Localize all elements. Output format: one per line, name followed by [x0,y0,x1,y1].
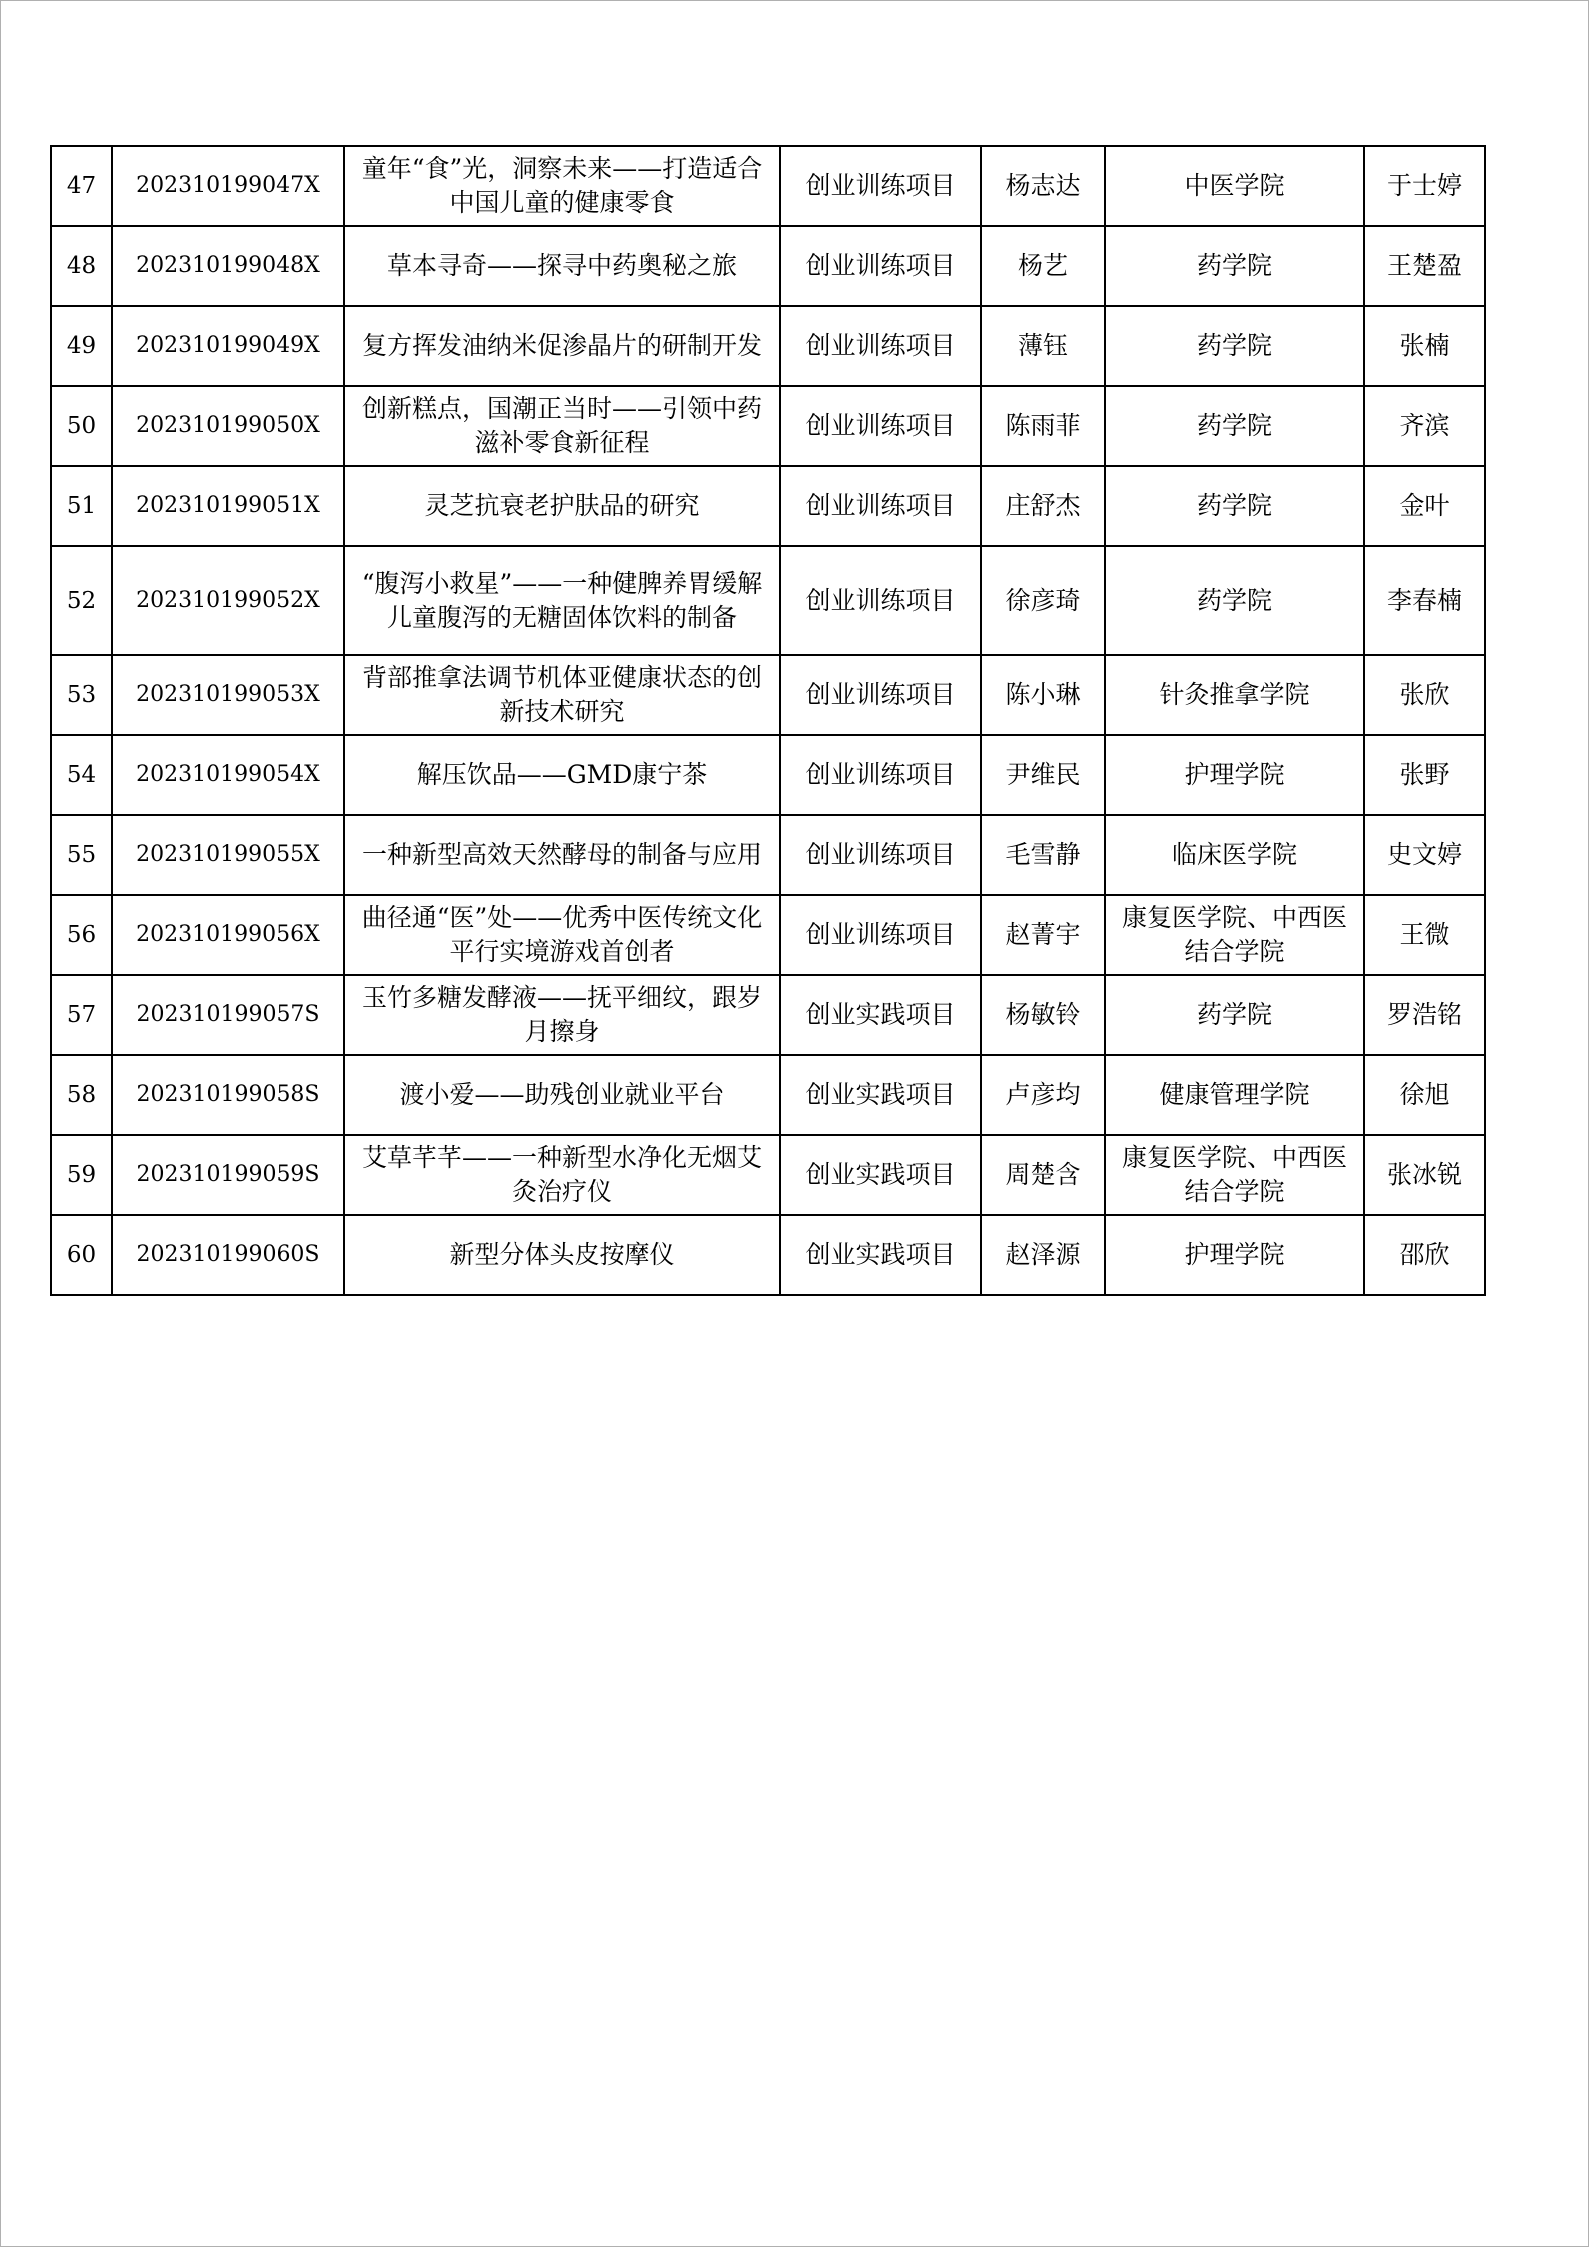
row-number: 47 [51,146,112,226]
project-title: 玉竹多糖发酵液——抚平细纹，跟岁月擦身 [344,975,780,1055]
table-row [51,1055,1485,1135]
advisor: 张野 [1364,735,1485,815]
advisor: 于士婷 [1364,146,1485,226]
project-title: 灵芝抗衰老护肤品的研究 [344,466,780,546]
table-row [51,386,1485,466]
college: 康复医学院、中西医结合学院 [1105,895,1364,975]
row-number: 52 [51,546,112,655]
row-number: 50 [51,386,112,466]
project-title: 曲径通“医”处——优秀中医传统文化平行实境游戏首创者 [344,895,780,975]
project-code: 202310199052X [112,546,344,655]
college: 药学院 [1105,306,1364,386]
project-type: 创业训练项目 [780,815,981,895]
table-row [51,546,1485,655]
project-type: 创业实践项目 [780,1215,981,1295]
project-type: 创业训练项目 [780,386,981,466]
table-row [51,466,1485,546]
project-code: 202310199047X [112,146,344,226]
project-type: 创业训练项目 [780,735,981,815]
project-code: 202310199059S [112,1135,344,1215]
table-row [51,146,1485,226]
college: 中医学院 [1105,146,1364,226]
project-leader: 庄舒杰 [981,466,1105,546]
project-leader: 赵菁宇 [981,895,1105,975]
project-leader: 薄钰 [981,306,1105,386]
row-number: 54 [51,735,112,815]
project-title: 草本寻奇——探寻中药奥秘之旅 [344,226,780,306]
project-title: “腹泻小救星”——一种健脾养胃缓解儿童腹泻的无糖固体饮料的制备 [344,546,780,655]
college: 护理学院 [1105,735,1364,815]
advisor: 齐滨 [1364,386,1485,466]
table-row [51,226,1485,306]
project-type: 创业训练项目 [780,466,981,546]
project-title: 复方挥发油纳米促渗晶片的研制开发 [344,306,780,386]
advisor: 王楚盈 [1364,226,1485,306]
advisor: 张欣 [1364,655,1485,735]
table-row [51,895,1485,975]
table-row [51,306,1485,386]
row-number: 51 [51,466,112,546]
project-leader: 陈雨菲 [981,386,1105,466]
advisor: 罗浩铭 [1364,975,1485,1055]
project-title: 童年“食”光，洞察未来——打造适合中国儿童的健康零食 [344,146,780,226]
table-row [51,1135,1485,1215]
project-type: 创业实践项目 [780,1135,981,1215]
project-code: 202310199053X [112,655,344,735]
college: 药学院 [1105,226,1364,306]
project-title: 背部推拿法调节机体亚健康状态的创新技术研究 [344,655,780,735]
college: 临床医学院 [1105,815,1364,895]
project-title: 渡小爱——助残创业就业平台 [344,1055,780,1135]
college: 药学院 [1105,386,1364,466]
project-code: 202310199050X [112,386,344,466]
college: 康复医学院、中西医结合学院 [1105,1135,1364,1215]
college: 针灸推拿学院 [1105,655,1364,735]
project-title: 一种新型高效天然酵母的制备与应用 [344,815,780,895]
row-number: 59 [51,1135,112,1215]
project-leader: 尹维民 [981,735,1105,815]
table-row [51,655,1485,735]
project-code: 202310199051X [112,466,344,546]
row-number: 58 [51,1055,112,1135]
project-type: 创业训练项目 [780,655,981,735]
project-code: 202310199057S [112,975,344,1055]
project-leader: 陈小琳 [981,655,1105,735]
advisor: 张冰锐 [1364,1135,1485,1215]
advisor: 徐旭 [1364,1055,1485,1135]
advisor: 金叶 [1364,466,1485,546]
row-number: 55 [51,815,112,895]
project-leader: 毛雪静 [981,815,1105,895]
college: 护理学院 [1105,1215,1364,1295]
project-leader: 徐彦琦 [981,546,1105,655]
table-row [51,975,1485,1055]
table-row [51,1215,1485,1295]
project-code: 202310199056X [112,895,344,975]
project-table [50,145,1486,1296]
project-type: 创业实践项目 [780,1055,981,1135]
college: 药学院 [1105,975,1364,1055]
project-leader: 杨志达 [981,146,1105,226]
project-type: 创业训练项目 [780,306,981,386]
project-code: 202310199048X [112,226,344,306]
project-code: 202310199054X [112,735,344,815]
table-row [51,735,1485,815]
project-title: 创新糕点，国潮正当时——引领中药滋补零食新征程 [344,386,780,466]
row-number: 48 [51,226,112,306]
project-leader: 周楚含 [981,1135,1105,1215]
project-title: 新型分体头皮按摩仪 [344,1215,780,1295]
project-leader: 赵泽源 [981,1215,1105,1295]
college: 健康管理学院 [1105,1055,1364,1135]
project-title: 艾草芊芊——一种新型水净化无烟艾灸治疗仪 [344,1135,780,1215]
project-type: 创业实践项目 [780,975,981,1055]
row-number: 57 [51,975,112,1055]
project-type: 创业训练项目 [780,226,981,306]
project-type: 创业训练项目 [780,895,981,975]
project-type: 创业训练项目 [780,146,981,226]
project-code: 202310199058S [112,1055,344,1135]
row-number: 53 [51,655,112,735]
project-leader: 杨敏铃 [981,975,1105,1055]
advisor: 张楠 [1364,306,1485,386]
advisor: 邵欣 [1364,1215,1485,1295]
advisor: 王微 [1364,895,1485,975]
project-leader: 杨艺 [981,226,1105,306]
row-number: 60 [51,1215,112,1295]
project-leader: 卢彦均 [981,1055,1105,1135]
college: 药学院 [1105,546,1364,655]
table-row [51,815,1485,895]
project-type: 创业训练项目 [780,546,981,655]
row-number: 56 [51,895,112,975]
row-number: 49 [51,306,112,386]
project-code: 202310199055X [112,815,344,895]
project-code: 202310199060S [112,1215,344,1295]
advisor: 史文婷 [1364,815,1485,895]
project-title: 解压饮品——GMD康宁茶 [344,735,780,815]
college: 药学院 [1105,466,1364,546]
project-code: 202310199049X [112,306,344,386]
advisor: 李春楠 [1364,546,1485,655]
